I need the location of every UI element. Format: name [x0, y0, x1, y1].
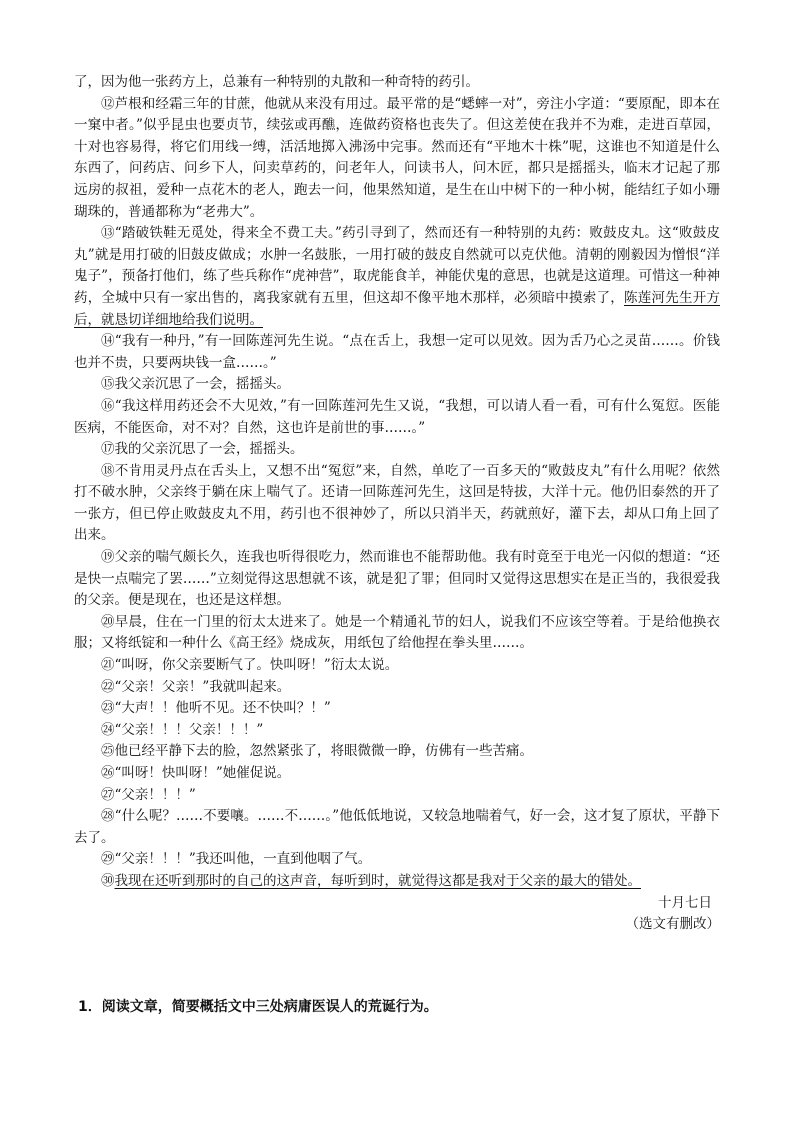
paragraph-p17 — [74, 439, 720, 461]
paragraph-text: 了，因为他一张药方上，总兼有一种特别的丸散和一种奇特的药引。 — [74, 74, 479, 90]
paragraph-p19 — [74, 547, 720, 612]
paragraph-text: ⑮我父亲沉思了一会，摇摇头。 — [101, 376, 290, 393]
paragraph-p26 — [74, 763, 720, 785]
underlined-text: 陈莲河先生开方后，就恳切详细地给我们说明。 — [74, 289, 720, 328]
paragraph-p-cont — [74, 72, 720, 94]
paragraph-p18 — [74, 461, 720, 547]
paragraph-text: ⑬“踏破铁鞋无觅处，得来全不费工夫。”药引寻到了，然而还有一种特别的丸药：败鼓皮丸。这“败鼓皮丸”就是用打破的旧鼓皮做成；水肿一名鼓胀，一用打破的鼓皮自然就可以克伏他。清朝的刚毅因为憎恨“洋鬼子”，预备打他们，练了些兵称作“虎神营”，取虎能食羊，神能伏鬼的意思，也就是这道理。可惜这一种神药，全城中只有一家出售的，离我家就有五里，但这却不像平地木那样，必须暗中摸索了， — [74, 225, 720, 306]
paragraph-text: ⑱不肯用灵丹点在舌头上，又想不出“冤愆”来，自然，单吃了一百多天的“败鼓皮丸”有什么用呢？依然打不破水肿，父亲终于躺在床上喘气了。还请一回陈莲河先生，这回是特拔，大洋十元。他仍旧泰然的开了一张方，但已停止败鼓皮丸不用，药引也不很神妙了，所以只消半天，药就煎好，灌下去，却从口角上回了出来。 — [74, 462, 720, 544]
paragraph-p25 — [74, 741, 720, 763]
paragraph-text: ㉚ — [101, 872, 115, 889]
paragraph-p15 — [74, 374, 720, 396]
paragraph-p30 — [74, 871, 720, 893]
paragraph-p13 — [74, 223, 720, 331]
paragraph-p28 — [74, 806, 720, 849]
article-body — [74, 72, 720, 936]
paragraph-text: ㉙“父亲！！！”我还叫他，一直到他咽了气。 — [101, 851, 372, 868]
question-1: 1．阅读文章，简要概括文中三处病庸医误人的荒诞行为。 — [78, 999, 438, 1015]
paragraph-text: ㉖“叫呀！快叫呀！”她催促说。 — [101, 765, 291, 781]
paragraph-text: ⑭“我有一种丹，”有一回陈莲河先生说。“点在舌上，我想一定可以见效。因为舌乃心之灵苗……。价钱也并不贵，只要两块钱一盒……。” — [74, 333, 720, 371]
paragraph-text: ⑯“我这样用药还会不大见效，”有一回陈莲河先生又说，“我想，可以请人看一看，可有什么冤愆。医能医病，不能医命，对不对？自然，这也许是前世的事……。” — [74, 397, 720, 436]
paragraph-p22 — [74, 677, 720, 699]
paragraph-text: ⑳早晨，住在一门里的衍太太进来了。她是一个精通礼节的妇人，说我们不应该空等着。于是给他换衣服；又将纸锭和一种什么《高王经》烧成灰，用纸包了给他捏在拳头里……。 — [74, 613, 720, 652]
paragraph-text: ㉑“叫呀，你父亲要断气了。快叫呀！”衍太太说。 — [101, 657, 399, 674]
paragraph-p12 — [74, 94, 720, 224]
paragraph-p27 — [74, 785, 720, 807]
paragraph-p29 — [74, 849, 720, 871]
source-note: （选文有删改） — [625, 916, 720, 933]
paragraph-p14 — [74, 331, 720, 374]
paragraph-text: ⑰我的父亲沉思了一会，摇摇头。 — [101, 441, 304, 458]
paragraph-text: ㉒“父亲！父亲！”我就叫起来。 — [101, 678, 291, 695]
paragraph-text: ㉔“父亲！！！父亲！！！” — [101, 721, 264, 738]
date-line: 十月七日 — [658, 894, 712, 911]
paragraph-text: ㉓“大声！！他听不见。还不快叫？！” — [101, 700, 331, 717]
paragraph-p21 — [74, 655, 720, 677]
paragraph-text: ㉘“什么呢？……不要嚷。……不……。”他低低地说，又较急地喘着气，好一会，这才复了原状，平静下去了。 — [74, 808, 720, 846]
paragraph-p16 — [74, 396, 720, 439]
underlined-text: 我现在还听到那时的自己的这声音，每听到时，就觉得这都是我对于父亲的最大的错处。 — [114, 872, 641, 889]
paragraph-p23 — [74, 698, 720, 720]
paragraph-text: ⑲父亲的喘气颇长久，连我也听得很吃力，然而谁也不能帮助他。我有时竟至于电光一闪似的想道：“还是快一点喘完了罢……”立刻觉得这思想就不该，就是犯了罪；但同时又觉得这思想实在是正当的，我很爱我的父亲。便是现在，也还是这样想。 — [74, 549, 720, 609]
paragraph-p20 — [74, 612, 720, 655]
paragraph-text: ⑫芦根和经霜三年的甘蔗，他就从来没有用过。最平常的是“蟋蟀一对”，旁注小字道：“要原配，即本在一窠中者。”似乎昆虫也要贞节，续弦或再醮，连做药资格也丧失了。但这差使在我并不为难，走进百草园，十对也容易得，将它们用线一缚，活活地掷入沸汤中完事。然而还有“平地木十株”呢，这谁也不知道是什么东西了，问药店、问乡下人，问卖草药的，问老年人，问读书人，问木匠，都只是摇摇头，临末才记起了那远房的叔祖，爱种一点花木的老人，跑去一问，他果然知道，是生在山中树下的一种小树，能结红子如小珊瑚珠的，普通都称为“老弗大”。 — [74, 95, 720, 220]
paragraph-text: ㉕他已经平静下去的脸，忽然紧张了，将眼微微一睁，仿佛有一些苦痛。 — [101, 743, 533, 760]
paragraph-p24 — [74, 720, 720, 742]
paragraph-text: ㉗“父亲！！！” — [101, 786, 196, 803]
